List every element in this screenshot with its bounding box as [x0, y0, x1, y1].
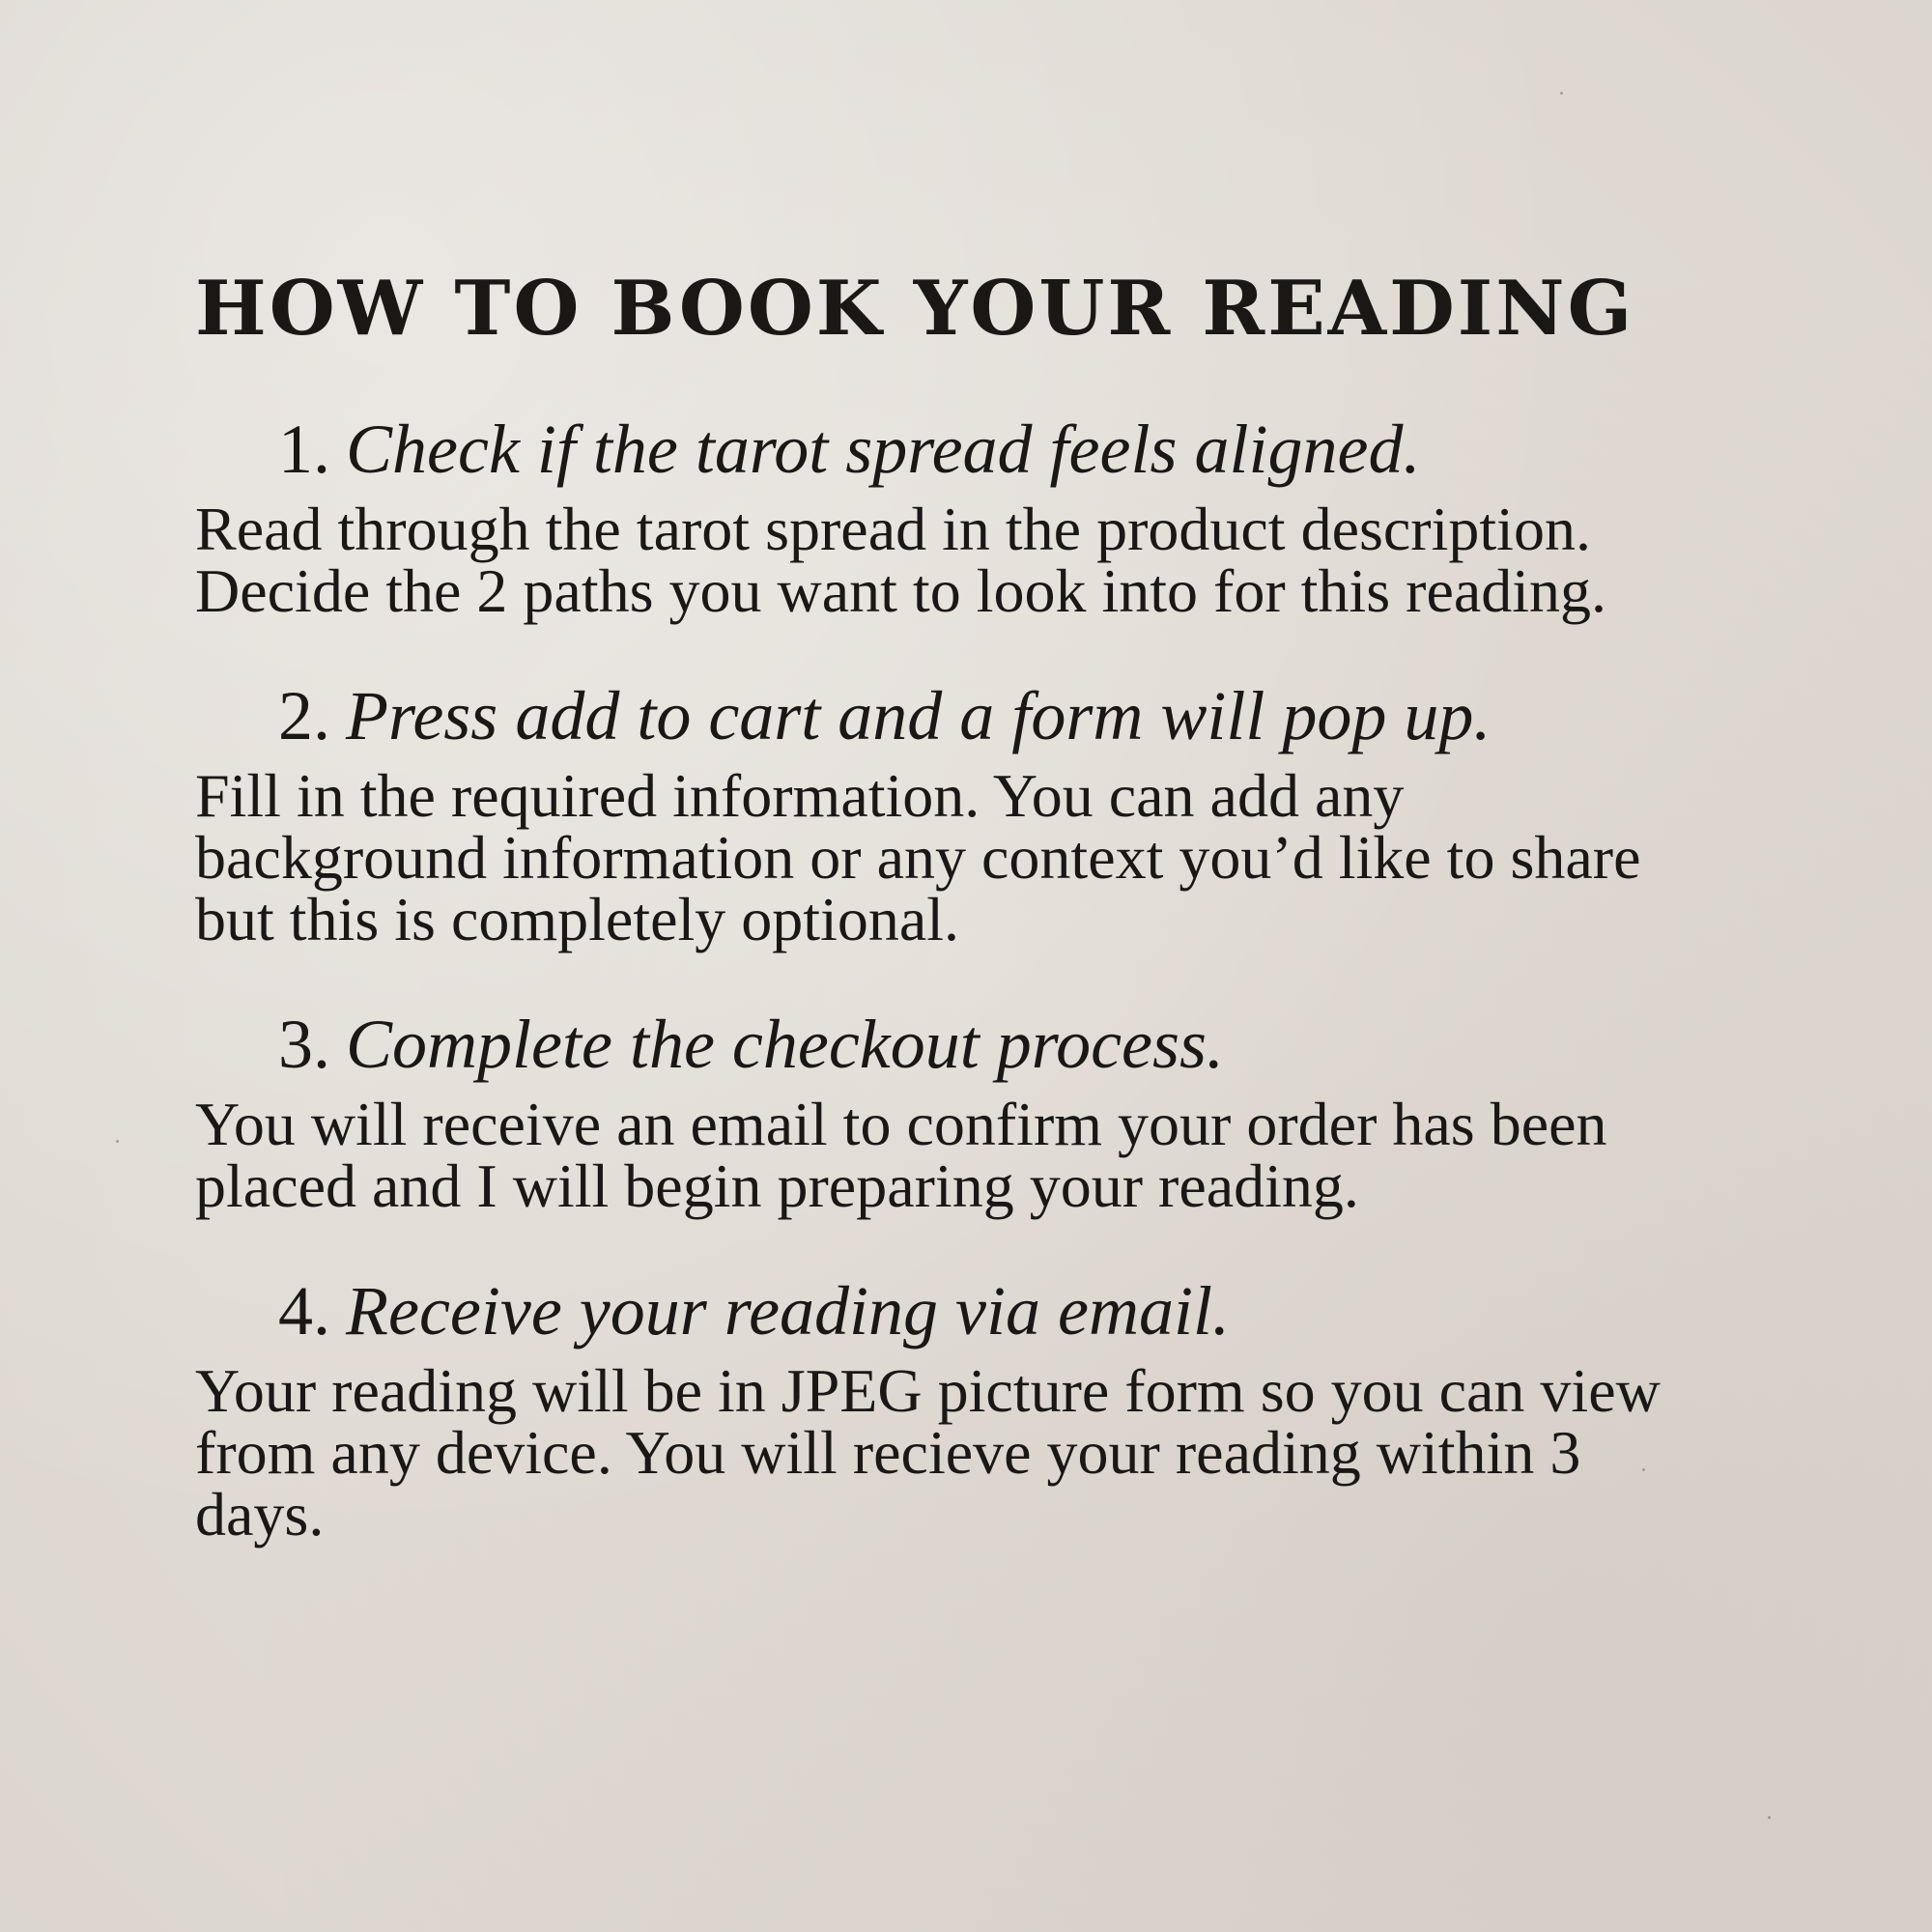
step-title: Press add to cart and a form will pop up.: [346, 677, 1492, 754]
step-description: Your reading will be in JPEG picture form so you can view from any device. You will recieve your reading within 3 days.: [195, 1356, 1661, 1548]
step-number: 3.: [278, 1006, 330, 1083]
step-description: You will receive an email to confirm your order has been placed and I will begin preparing your reading.: [195, 1090, 1607, 1220]
step-2: [195, 670, 1779, 951]
step-heading: [278, 1265, 1779, 1356]
paper-speck: [1768, 1816, 1771, 1819]
step-number: 2.: [278, 677, 330, 754]
step-heading: [278, 999, 1779, 1090]
step-title: Check if the tarot spread feels aligned.: [346, 411, 1421, 488]
step-description: Fill in the required information. You can add any background information or any context you’d like to share but this is completely optional.: [195, 761, 1641, 953]
instructions-panel: [195, 261, 1779, 1594]
step-title: Complete the checkout process.: [346, 1006, 1225, 1083]
step-3: [195, 999, 1779, 1220]
step-title: Receive your reading via email.: [346, 1272, 1230, 1350]
page-title: HOW TO BOOK YOUR READING: [195, 265, 1635, 353]
step-4: [195, 1265, 1779, 1546]
step-heading: [278, 670, 1779, 761]
step-heading: [278, 404, 1779, 495]
step-1: [195, 404, 1779, 625]
paper-speck: [116, 1140, 119, 1143]
step-number: 1.: [278, 411, 330, 488]
step-description: Read through the tarot spread in the product description. Decide the 2 paths you want to look into for this reading.: [195, 495, 1607, 625]
step-number: 4.: [278, 1272, 330, 1350]
paper-speck: [1560, 92, 1563, 95]
